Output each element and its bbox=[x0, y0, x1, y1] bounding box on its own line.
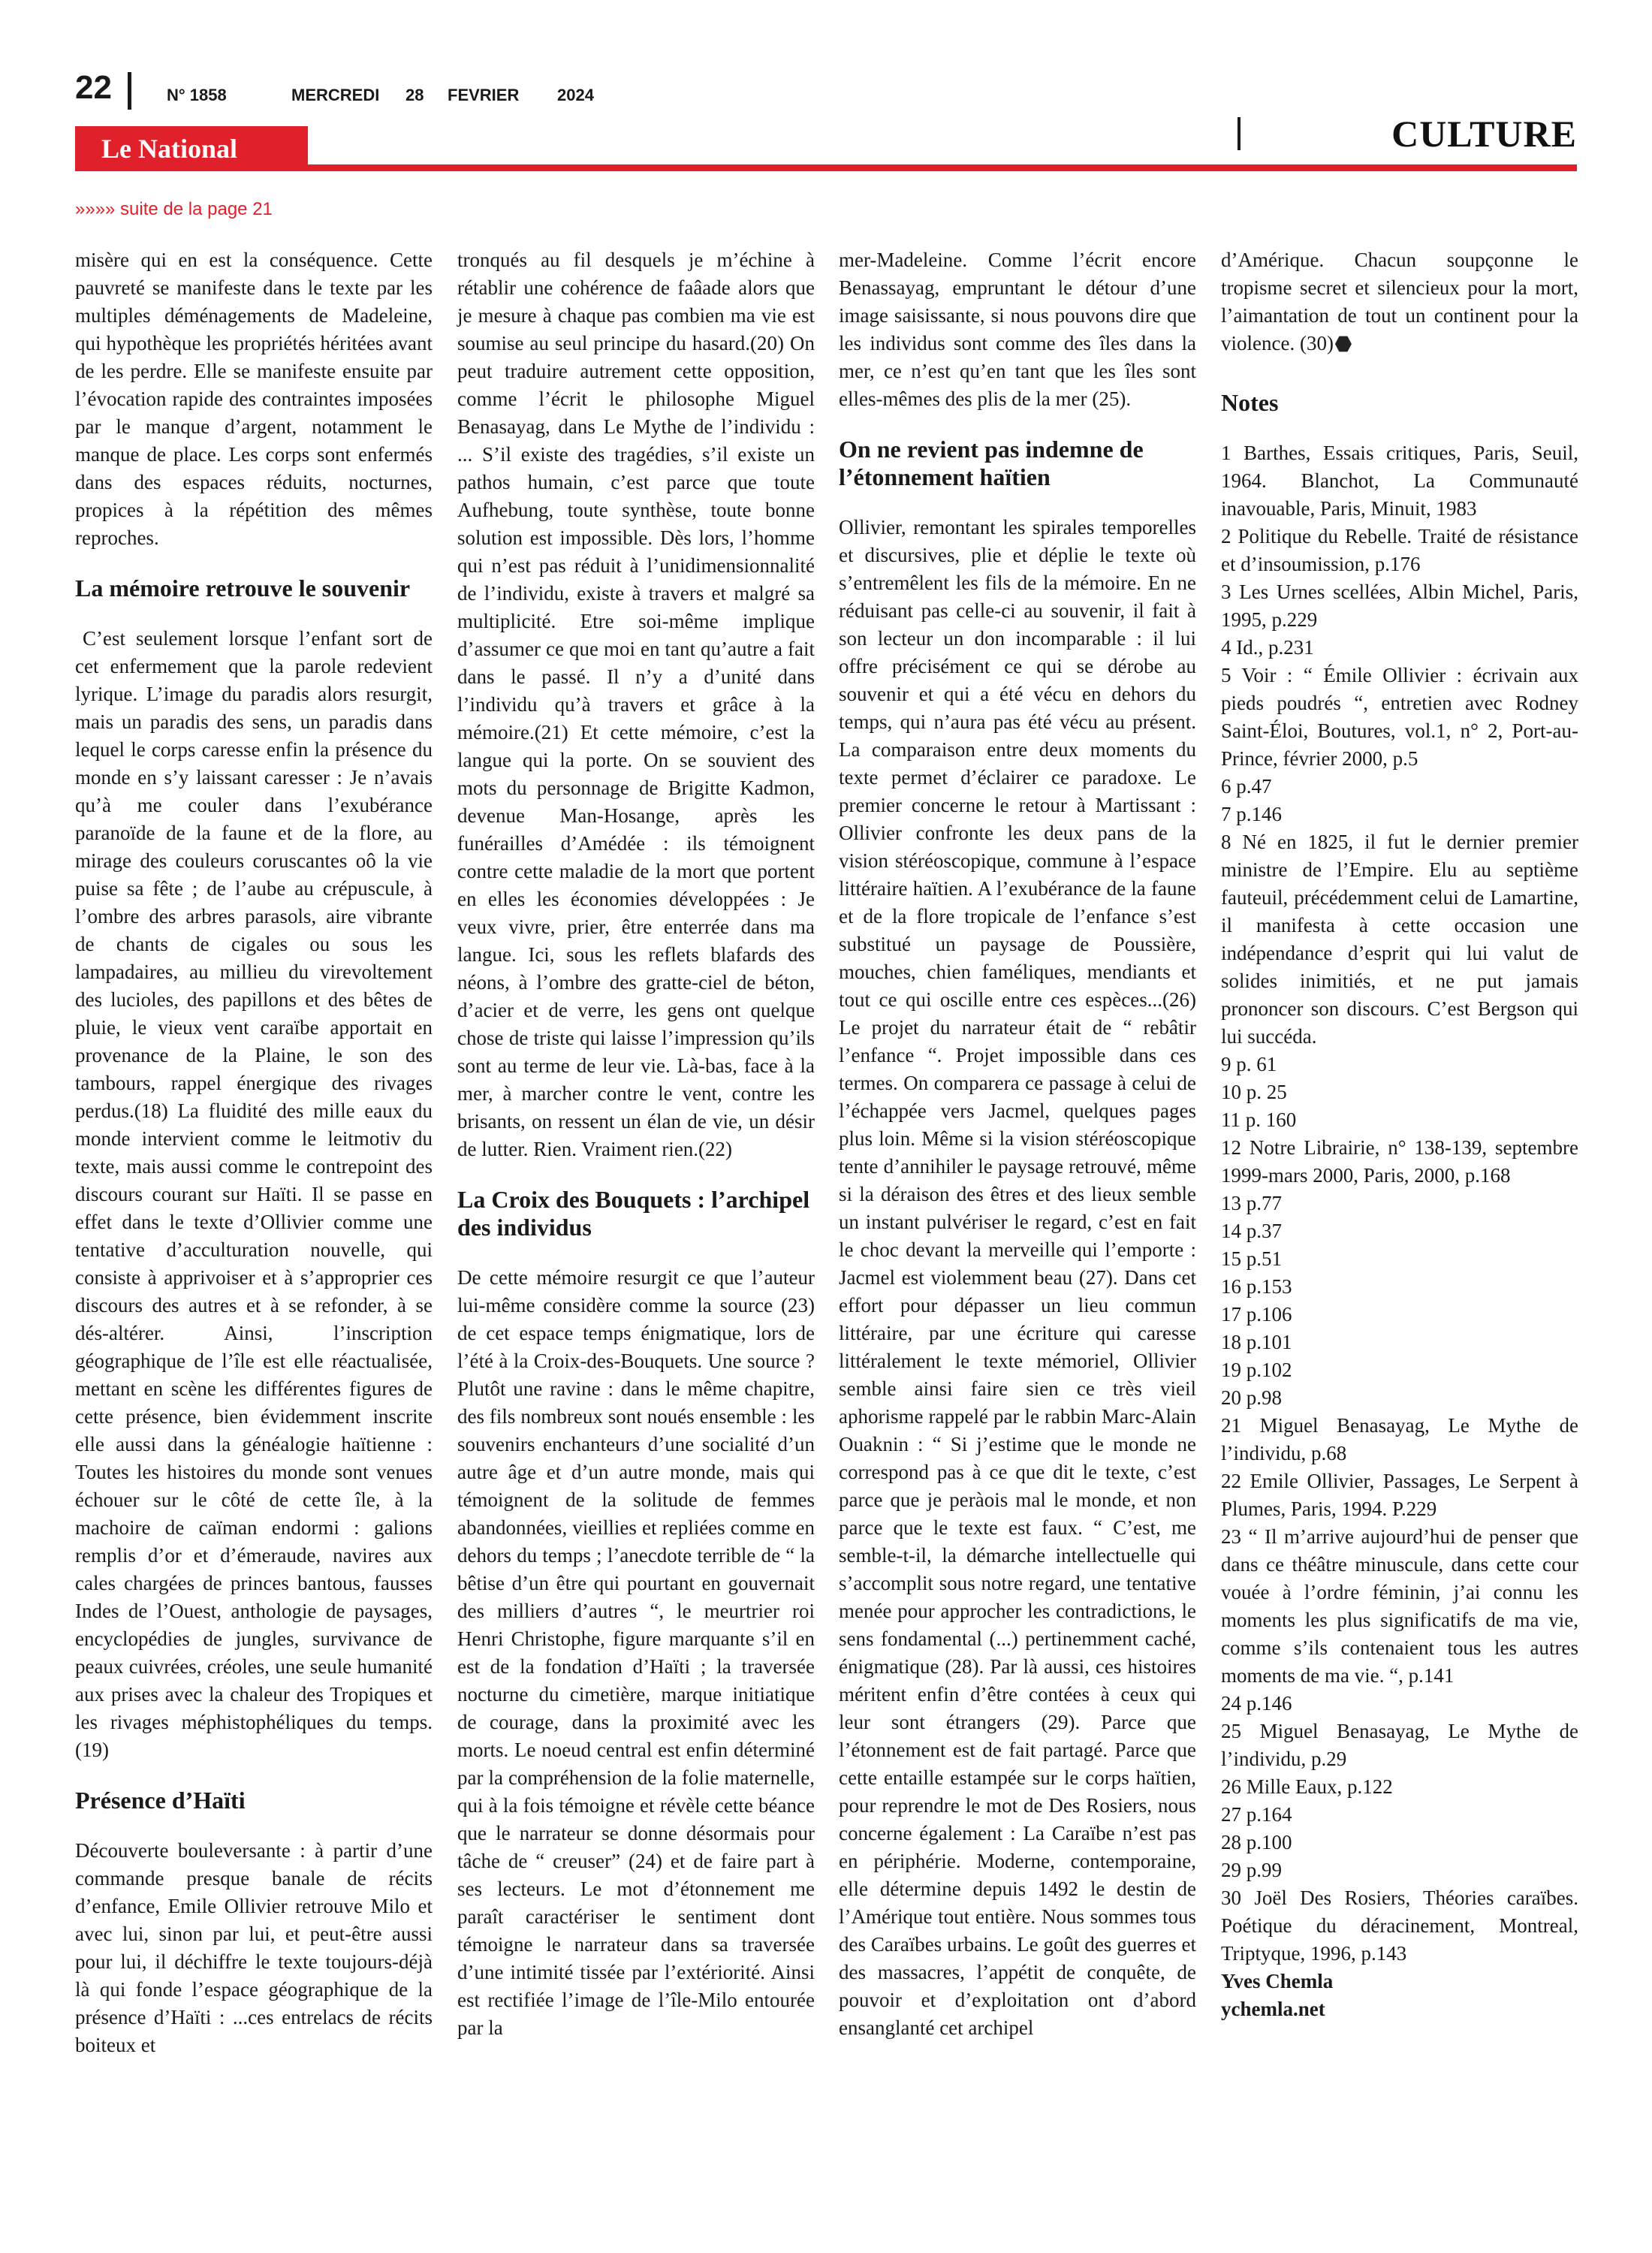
note-item: 2 Politique du Rebelle. Traité de résistance et d’insoumission, p.176 bbox=[1221, 525, 1578, 575]
paragraph: tronqués au fil desquels je m’échine à rétablir une cohérence de faâade alors que je mesure à chaque pas combien ma vie est soumise au seul principe du hasard.(20) On peut traduire autrement cette opposition, comme l’écrit le philosophe Miguel Benasayag, dans Le Mythe de l’individu : ... S’il existe des tragédies, s’il existe un pathos humain, c’est parce que toute Aufhebung, toute synthèse, toute bonne solution est impossible. Dès lors, l’homme qui n’est pas réduit à l’unidimensionnalité de l’individu, existe à travers et malgré sa multiplicité. Etre soi-même implique d’assumer ce que moi en tant qu’autre a fait dans le passé. Il n’y a d’unité dans l’individu qu’à travers et grâce à la mémoire.(21) Et cette mémoire, c’est la langue qui la porte. On se souvient des mots du personnage de Brigitte Kadmon, devenue Man-Hosange, après les funérailles d’Amédée : ils témoignent contre cette maladie de la mort que portent en elles les économies développées : Je veux vivre, prier, être enterrée dans ma langue. Ici, sous les reflets blafards des néons, à l’ombre des gratte-ciel de béton, d’acier et de verre, les gens ont quelque chose de triste qui laisse l’impression qu’ils sont au terme de leur vie. Là-bas, face à la mer, à marcher contre le vent, contre les brisants, on ressent un élan de vie, un désir de lutter. Rien. Vraiment rien.(22) bbox=[457, 249, 815, 1160]
note-item: 21 Miguel Benasayag, Le Mythe de l’individu, p.68 bbox=[1221, 1414, 1578, 1464]
note-item: 13 p.77 bbox=[1221, 1192, 1282, 1214]
article-column-3 bbox=[839, 246, 1196, 2042]
note-item: 17 p.106 bbox=[1221, 1303, 1292, 1326]
note-item: 6 p.47 bbox=[1221, 775, 1272, 798]
subheading: La mémoire retrouve le souvenir bbox=[75, 575, 411, 602]
header-month: FEVRIER bbox=[448, 86, 520, 104]
note-item: 22 Emile Ollivier, Passages, Le Serpent à Plumes, Paris, 1994. P.229 bbox=[1221, 1470, 1578, 1520]
subheading: Présence d’Haïti bbox=[75, 1787, 246, 1814]
red-rule bbox=[304, 164, 1577, 171]
section-title: CULTURE bbox=[1391, 113, 1577, 155]
note-item: 24 p.146 bbox=[1221, 1692, 1292, 1715]
note-item: 18 p.101 bbox=[1221, 1331, 1292, 1353]
subheading: La Croix des Bouquets : l’archipel des individus bbox=[457, 1186, 810, 1241]
paragraph-text: d’Amérique. Chacun soupçonne le tropisme secret et silencieux pour la mort, l’aimantation de tout un continent pour la violence. (30) bbox=[1221, 249, 1578, 354]
article-column-4 bbox=[1221, 246, 1578, 2023]
header-divider bbox=[128, 72, 131, 110]
note-item: 9 p. 61 bbox=[1221, 1053, 1277, 1075]
note-item: 15 p.51 bbox=[1221, 1247, 1282, 1270]
header-year: 2024 bbox=[557, 86, 594, 104]
subheading: On ne revient pas indemne de l’étonnement haïtien bbox=[839, 436, 1144, 490]
paragraph: mer-Madeleine. Comme l’écrit encore Benassayag, empruntant le détour d’une image saisissante, si nous pouvons dire que les individus sont comme des îles dans la mer, ce n’est qu’en tant que les îles sont elles-mêmes des plis de la mer (25). bbox=[839, 249, 1196, 410]
note-item: 30 Joël Des Rosiers, Théories caraïbes. Poétique du déracinement, Montreal, Triptyque, 1996, p.143 bbox=[1221, 1887, 1578, 1965]
author-website[interactable]: ychemla.net bbox=[1221, 1998, 1325, 2020]
paragraph: De cette mémoire resurgit ce que l’auteur lui-même considère comme la source (23) de cet espace temps énigmatique, lors de l’été à la Croix-des-Bouquets. Une source ? Plutôt une ravine : dans le même chapitre, des fils nombreux sont noués ensemble : les souvenirs enchanteurs d’une socialité d’un autre âge et d’un autre monde, mais qui témoignent de la solitude de femmes abandonnées, vieillies et repliées comme en dehors du temps ; l’anecdote terrible de “ la bêtise d’un être qui pourtant en gouvernait des milliers d’autres “, le meurtrier roi Henri Christophe, figure marquante s’il en est de la fondation d’Haïti ; la traversée nocturne du cimetière, marque initiatique de courage, dans la proximité avec les morts. Le noeud central est enfin déterminé par la compréhension de la folie maternelle, qui à la fois témoigne et révèle cette béance que le narrateur se donne désormais pour tâche de “ creuser” (24) et de faire part à ses lecteurs. Le mot d’étonnement me paraît caractériser le sentiment dont témoigne le narrateur dans sa traversée d’une intimité tissée par l’extériorité. Ainsi est rectifiée l’image de l’île-Milo entourée par la bbox=[457, 1266, 815, 2039]
note-item: 5 Voir : “ Émile Ollivier : écrivain aux pieds poudrés “, entretien avec Rodney Saint-Éloi, Boutures, vol.1, n° 2, Port-au-Prince, février 2000, p.5 bbox=[1221, 664, 1578, 770]
article-column-1 bbox=[75, 246, 433, 2059]
note-item: 20 p.98 bbox=[1221, 1386, 1282, 1409]
note-item: 19 p.102 bbox=[1221, 1359, 1292, 1381]
note-item: 7 p.146 bbox=[1221, 803, 1282, 825]
notes-heading: Notes bbox=[1221, 389, 1279, 416]
paragraph: Découverte bouleversante : à partir d’une commande presque banale de récits d’enfance, Emile Ollivier retrouve Milo et avec lui, sinon par lui, et peut-être aussi pour lui, il déchiffre le texte toujours-déjà là qui fonde l’espace géographique de la présence d’Haïti : ...ces entrelacs de récits boiteux et bbox=[75, 1839, 433, 2056]
note-item: 4 Id., p.231 bbox=[1221, 636, 1314, 659]
note-item: 11 p. 160 bbox=[1221, 1108, 1297, 1131]
note-item: 28 p.100 bbox=[1221, 1831, 1292, 1853]
paragraph: Ollivier, remontant les spirales temporelles et discursives, plie et déplie le texte où s’entremêlent les fils de la mémoire. En ne réduisant pas celle-ci au souvenir, il fait à son lecteur un don incomparable : il lui offre précisément ce qui se dérobe au souvenir et qui a été vécu en dehors du temps, qui n’aura pas été vécu au présent. La comparaison entre deux moments du texte permet d’éclairer ce paradoxe. Le premier concerne le retour à Martissant : Ollivier confronte les deux pans de la vision stéréoscopique, commune à l’espace littéraire haïtien. A l’exubérance de la faune et de la flore tropicale de l’enfance s’est substitué un paysage de Poussière, mouches, chien faméliques, mendiants et tout ce qui oscille entre ces espèces...(26) Le projet du narrateur était de “ rebâtir l’enfance “. Projet impossible dans ces termes. On comparera ce passage à celui de l’échappée vers Jacmel, quelques pages plus loin. Même si la vision stéréoscopique tente d’annihiler le paysage retrouvé, même si la déraison des êtres et des lieux semble un instant pulvériser le regard, c’est en fait le choc devant la merveille qui l’emporte : Jacmel est violemment beau (27). Dans cet effort pour dépasser un lieu commun littéraire, par une écriture qui caresse littéralement le texte mémoriel, Ollivier semble ainsi faire sien ce très vieil aphorisme rappelé par le rabbin Marc-Alain Ouaknin : “ Si j’estime que le monde ne correspond pas à ce que dit le texte, c’est parce que je peràois mal le monde, et non parce que le texte est faux. “ C’est, me semble-t-il, la démarche intellectuelle qui s’accomplit sous notre regard, une tentative menée pour approcher les contradictions, le sens fondamental (...) pertinemment caché, énigmatique (28). Par là aussi, ces histoires méritent enfin d’être contées à ceux qui leur sont étrangers (29). Parce que l’étonnement est de fait partagé. Parce que cette entaille estampée sur le corps haïtien, pour reprendre le mot de Des Rosiers, nous concerne également : La Caraïbe n’est pas en périphérie. Moderne, contemporaine, elle détermine depuis 1492 le destin de l’Amérique tout entière. Nous sommes tous des Caraïbes urbains. Le goût des guerres et des massacres, l’appétit de conquête, de pouvoir et d’exploitation ont d’abord ensanglanté cet archipel bbox=[839, 516, 1196, 2039]
hexagon-end-mark-icon bbox=[1335, 336, 1352, 352]
continued-from-link[interactable]: »»»» suite de la page 21 bbox=[75, 199, 273, 219]
note-item: 23 “ Il m’arrive aujourd’hui de penser que dans ce théâtre minuscule, dans cette cour vouée à l’ordre féminin, j’ai connu les moments les plus significatifs de ma vie, comme s’ils contenaient tous les autres moments de ma vie. “, p.141 bbox=[1221, 1525, 1578, 1687]
note-item: 12 Notre Librairie, n° 138-139, septembre 1999-mars 2000, Paris, 2000, p.168 bbox=[1221, 1136, 1578, 1187]
note-item: 27 p.164 bbox=[1221, 1803, 1292, 1826]
paragraph: misère qui en est la conséquence. Cette pauvreté se manifeste dans le texte par les multiples déménagements de Madeleine, qui hypothèque les propriétés héritées avant de les perdre. Elle se manifeste ensuite par l’évocation rapide des contraintes imposées par le manque d’argent, notamment le manque de place. Les corps sont enfermés dans des espaces réduits, nocturnes, propices à la répétition des mêmes reproches. bbox=[75, 249, 433, 549]
paragraph bbox=[1221, 246, 1578, 357]
note-item: 25 Miguel Benasayag, Le Mythe de l’individu, p.29 bbox=[1221, 1720, 1578, 1770]
note-item: 1 Barthes, Essais critiques, Paris, Seuil, 1964. Blanchot, La Communauté inavouable, Paris, Minuit, 1983 bbox=[1221, 442, 1578, 520]
note-item: 26 Mille Eaux, p.122 bbox=[1221, 1775, 1393, 1798]
article-column-2 bbox=[457, 246, 815, 2042]
section-divider bbox=[1237, 117, 1241, 150]
page-number: 22 bbox=[75, 69, 112, 106]
note-item: 3 Les Urnes scellées, Albin Michel, Paris, 1995, p.229 bbox=[1221, 581, 1578, 631]
header-weekday: MERCREDI bbox=[291, 86, 380, 104]
note-item: 16 p.153 bbox=[1221, 1275, 1292, 1298]
note-item: 29 p.99 bbox=[1221, 1859, 1282, 1881]
note-item: 10 p. 25 bbox=[1221, 1081, 1287, 1103]
paragraph: C’est seulement lorsque l’enfant sort de cet enfermement que la parole redevient lyrique. L’image du paradis alors resurgit, mais un paradis des sens, un paradis dans lequel le corps caresse enfin la présence du monde en s’y laissant caresser : Je n’avais qu’à me couler dans l’exubérance paranoïde de la faune et de la flore, au mirage des couleurs coruscantes oô la vie puise sa fête ; de l’aube au crépuscule, à l’ombre des arbres parasols, aire vibrante de chants de cigales ou sous les lampadaires, au millieu du virevoltement des lucioles, des papillons et des bêtes de pluie, le vieux vent caraïbe apportait en provenance de la Plaine, le son des tambours, rappel énergique des rivages perdus.(18) La fluidité des mille eaux du monde intervient comme le leitmotiv du texte, mais aussi comme le contrepoint des discours courant sur Haïti. Il se passe en effet dans le texte d’Ollivier comme une tentative d’acculturation nouvelle, qui consiste à apprivoiser et à s’approprier ces discours des autres et à se refonder, à se dés-altérer. Ainsi, l’inscription géographique de l’île est elle réactualisée, mettant en scène les différentes figures de cette présence, bien évidemment inscrite elle aussi dans la généalogie haïtienne : Toutes les histoires du monde sont venues échouer sur le côté de cette île, à la machoire de caïman endormi : galions remplis d’or et d’émeraude, navires aux cales chargées de princes bantous, fausses Indes de l’Ouest, anthologie de paysages, encyclopédies de jungles, survivance de peaux cuivrées, créoles, une seule humanité aux prises avec la chaleur des Tropiques et les rivages méphistophéliques du temps.(19) bbox=[75, 627, 433, 1761]
header-date-day: 28 bbox=[405, 86, 424, 104]
author-name: Yves Chemla bbox=[1221, 1970, 1334, 1992]
note-item: 14 p.37 bbox=[1221, 1220, 1282, 1242]
note-item: 8 Né en 1825, il fut le dernier premier ministre de l’Empire. Elu au septième fauteuil, précédemment celui de Lamartine, il manifesta à cette occasion une indépendance d’esprit qui lui valut de solides inimitiés, et ne put jamais prononcer son discours. C’est Bergson qui lui succéda. bbox=[1221, 831, 1578, 1048]
publication-name: Le National bbox=[101, 134, 238, 164]
issue-number: N° 1858 bbox=[167, 86, 227, 104]
notes-list bbox=[1221, 439, 1578, 1968]
